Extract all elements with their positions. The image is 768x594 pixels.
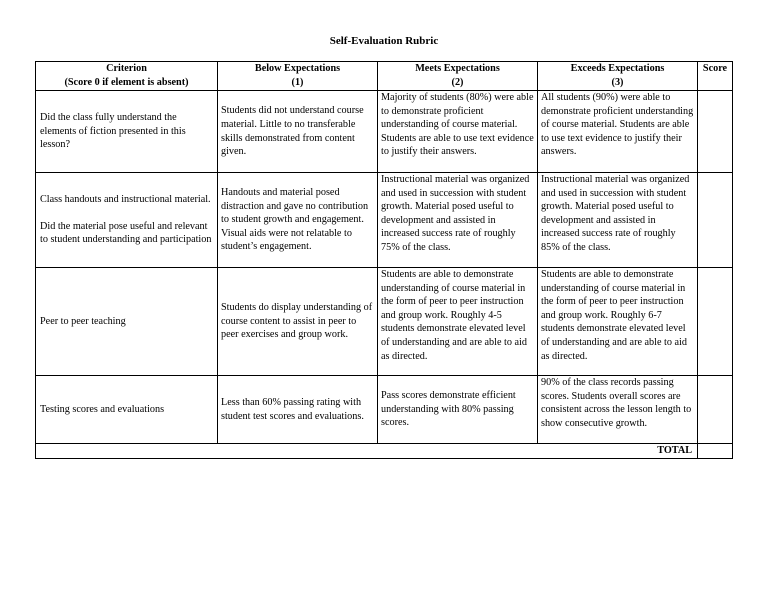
total-row: [36, 444, 733, 459]
total-label: TOTAL: [36, 444, 698, 459]
score-cell: [698, 91, 733, 173]
table-row: [36, 91, 733, 173]
criterion-cell: Testing scores and evaluations: [36, 376, 218, 444]
table-row: [36, 376, 733, 444]
below-expectations-score: (1): [291, 76, 304, 88]
rubric-title: Self-Evaluation Rubric: [329, 35, 439, 47]
criterion-text: Class handouts and instructional material.: [40, 194, 211, 206]
table-row: [36, 173, 733, 268]
criterion-cell: Peer to peer teaching: [36, 268, 218, 376]
exceeds-expectations-cell: Instructional material was organized and used in succession with student growth. Material posed useful to development and assisted in increased success rate of roughly 85% of the class.: [538, 173, 698, 268]
exceeds-expectations-label: Exceeds Expectations: [570, 63, 665, 74]
score-cell: [698, 173, 733, 268]
below-expectations-header: [218, 62, 378, 91]
table-row: [36, 268, 733, 376]
exceeds-expectations-score: (3): [611, 76, 624, 88]
criterion-cell: [36, 173, 218, 268]
score-cell: [698, 376, 733, 444]
meets-expectations-cell: Instructional material was organized and used in succession with student growth. Material posed useful to development and assisted in increased success rate of roughly 75% of the class.: [378, 173, 538, 268]
below-expectations-cell: Students do display understanding of course content to assist in peer to peer exercises and group work.: [218, 268, 378, 376]
criterion-cell: Did the class fully understand the elements of fiction presented in this lesson?: [36, 91, 218, 173]
below-expectations-cell: Students did not understand course material. Little to no transferable skills demonstrated from content given.: [218, 91, 378, 173]
exceeds-expectations-cell: All students (90%) were able to demonstrate proficient understanding of course material. Students are able to use text evidence to justify their answers.: [538, 91, 698, 173]
meets-expectations-header: [378, 62, 538, 91]
meets-expectations-cell: Majority of students (80%) were able to demonstrate proficient understanding of course material. Students are able to use text evidence to justify their answers.: [378, 91, 538, 173]
below-expectations-cell: Less than 60% passing rating with student test scores and evaluations.: [218, 376, 378, 444]
exceeds-expectations-cell: Students are able to demonstrate understanding of course material in the form of peer to peer instruction and group work. Roughly 6-7 students demonstrate elevated level of understanding and are able to aid as directed.: [538, 268, 698, 376]
below-expectations-label: Below Expectations: [254, 63, 341, 74]
criterion-header-note: (Score 0 if element is absent): [64, 76, 189, 88]
criterion-extra-text: Did the material pose useful and relevant to student understanding and participation: [40, 220, 212, 246]
score-cell: [698, 268, 733, 376]
meets-expectations-cell: Pass scores demonstrate efficient understanding with 80% passing scores.: [378, 376, 538, 444]
header-row: [36, 62, 733, 91]
exceeds-expectations-cell: 90% of the class records passing scores. Students overall scores are consistent across the lesson length to show consecutive growth.: [538, 376, 698, 444]
exceeds-expectations-header: [538, 62, 698, 91]
meets-expectations-label: Meets Expectations: [415, 63, 500, 74]
below-expectations-cell: Handouts and material posed distraction and gave no contribution to student growth and engagement. Visual aids were not relatable to student’s engagement.: [218, 173, 378, 268]
total-score-cell: [698, 444, 733, 459]
meets-expectations-score: (2): [451, 76, 464, 88]
rubric-table: [35, 61, 733, 459]
meets-expectations-cell: Students are able to demonstrate understanding of course material in the form of peer to peer instruction and group work. Roughly 4-5 students demonstrate elevated level of understanding and are able to aid as directed.: [378, 268, 538, 376]
criterion-header: [36, 62, 218, 91]
criterion-header-label: Criterion: [106, 63, 147, 74]
score-header: Score: [698, 62, 733, 91]
